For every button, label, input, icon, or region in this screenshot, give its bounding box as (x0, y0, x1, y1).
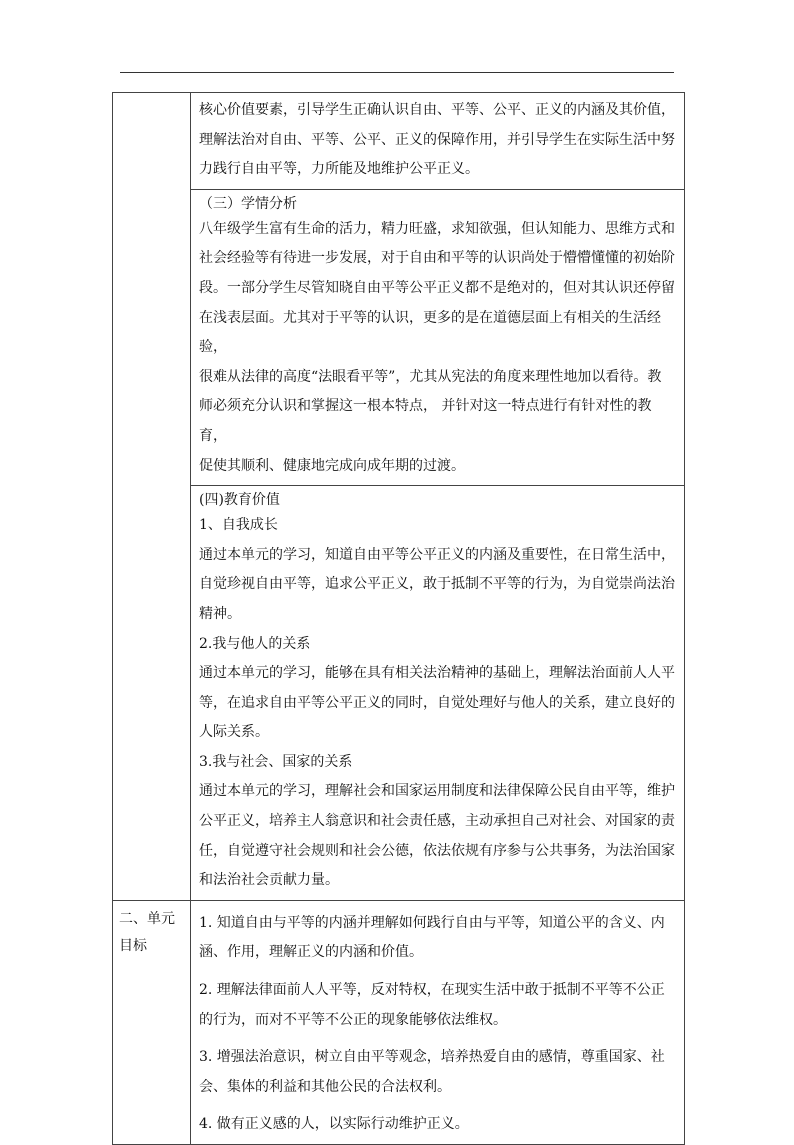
section-heading: (四)教育价值 (199, 492, 280, 509)
row-label: 二、单元 (119, 910, 175, 927)
body-line: 师必须充分认识和掌握这一根本特点， 并针对这一特点进行有针对性的教育， (199, 398, 652, 444)
lesson-plan-table (112, 92, 685, 1145)
body-line: 核心价值要素，引导学生正确认识自由、平等、公平、正义的内涵及其价值， (199, 102, 675, 118)
core-values-cell (191, 93, 685, 190)
body-line: 自觉珍视自由平等，追求公平正义，敢于抵制不平等的行为，为自觉崇尚法治 (199, 576, 675, 593)
table-row (113, 486, 685, 901)
section-heading: （三）学情分析 (199, 195, 297, 212)
body-line: 通过本单元的学习，理解社会和国家运用制度和法律保障公民自由平等，维护 (199, 783, 675, 800)
student-situation-cell (191, 189, 685, 485)
body-line: 和法治社会贡献力量。 (199, 872, 339, 889)
body-line: 很难从法律的高度“法眼看平等”，尤其从宪法的角度来理性地加以看待。教 (199, 368, 662, 385)
body-line: 任，自觉遵守社会规则和社会公德，依法依规有序参与公共事务，为法治国家 (199, 842, 675, 859)
body-line: 八年级学生富有生命的活力，精力旺盛，求知欲强，但认知能力、思维方式和 (199, 220, 675, 237)
body-line: 通过本单元的学习，能够在具有相关法治精神的基础上，理解法治面前人人平 (199, 665, 675, 682)
objective-item: 3. 增强法治意识，树立自由平等观念，培养热爱自由的感情，尊重国家、社会、集体的利益和其他公民的合法权利。 (199, 1049, 665, 1095)
body-line: 力践行自由平等，力所能及地维护公平正义。 (199, 161, 479, 178)
body-line: 公平正义，培养主人翁意识和社会责任感，主动承担自己对社会、对国家的责 (199, 813, 675, 830)
body-line: 理解法治对自由、平等、公平、正义的保障作用，并引导学生在实际生活中努 (199, 131, 675, 148)
left-label-cell-empty (113, 93, 191, 901)
body-line: 人际关系。 (199, 724, 269, 741)
body-line: 在浅表层面。尤其对于平等的认识，更多的是在道德层面上有相关的生活经验， (199, 309, 661, 356)
body-line: 社会经验等有待进一步发展，对于自由和平等的认识尚处于懵懵懂懂的初始阶 (199, 250, 675, 267)
table-row (113, 900, 685, 1144)
body-line: 精神。 (199, 605, 241, 622)
table-row (113, 189, 685, 485)
objective-item: 1. 知道自由与平等的内涵并理解如何践行自由与平等，知道公平的含义、内涵、作用，理解正义的内涵和价值。 (199, 914, 665, 961)
educational-value-cell (191, 486, 685, 901)
body-line: 1、自我成长 (199, 517, 278, 534)
body-line: 段。一部分学生尽管知晓自由平等公平正义都不是绝对的，但对其认识还停留 (199, 279, 675, 296)
row-label: 目标 (119, 937, 147, 954)
unit-objectives-cell (191, 900, 685, 1144)
body-line: 通过本单元的学习，知道自由平等公平正义的内涵及重要性，在日常生活中， (199, 546, 675, 563)
body-line: 等，在追求自由平等公平正义的同时，自觉处理好与他人的关系，建立良好的 (199, 694, 675, 711)
body-line: 2.我与他人的关系 (199, 635, 311, 652)
table-row (113, 93, 685, 190)
header-rule (120, 72, 674, 73)
unit-objectives-label-cell (113, 900, 191, 1144)
body-line: 促使其顺利、健康地完成向成年期的过渡。 (199, 457, 465, 474)
objective-item: 2. 理解法律面前人人平等，反对特权，在现实生活中敢于抵制不平等不公正的行为，而对不平等不公正的现象能够依法维权。 (199, 982, 665, 1028)
objective-item: 4. 做有正义感的人，以实际行动维护正义。 (199, 1116, 469, 1133)
body-line: 3.我与社会、国家的关系 (199, 753, 353, 770)
